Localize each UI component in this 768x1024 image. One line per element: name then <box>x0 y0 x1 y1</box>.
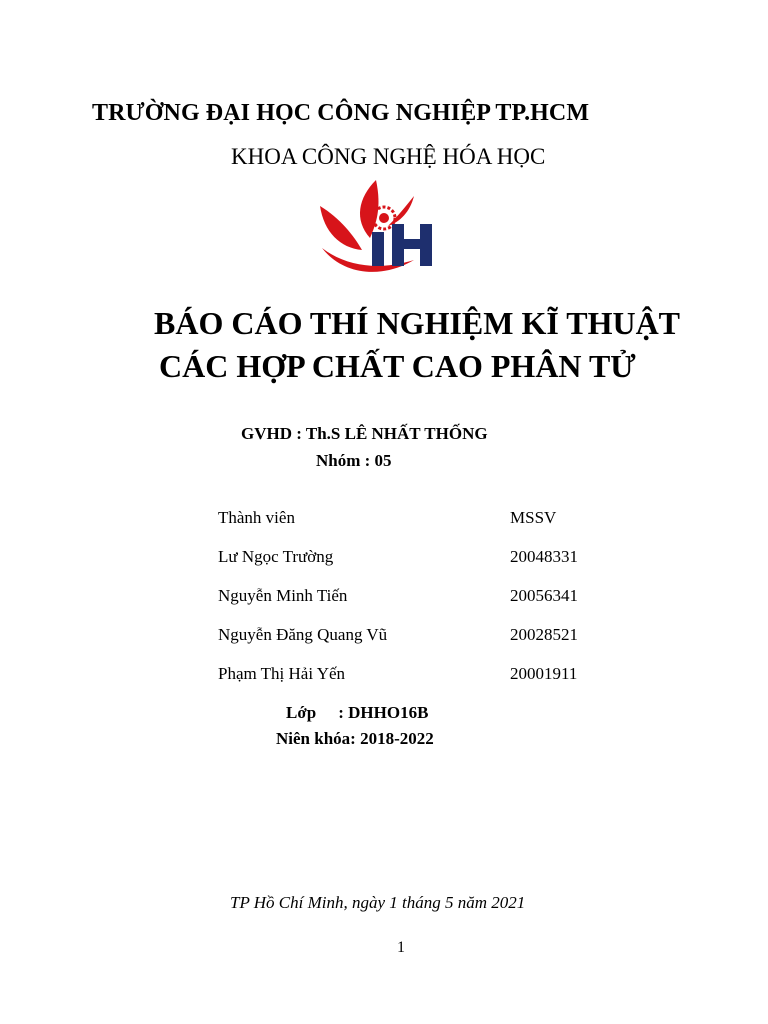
member-name: Phạm Thị Hải Yến <box>218 664 346 683</box>
member-mssv: 20001911 <box>510 664 578 683</box>
group-line: Nhóm : 05 <box>316 451 392 470</box>
members-header-mssv: MSSV <box>510 508 557 527</box>
page-number: 1 <box>397 939 405 956</box>
academic-year-line: Niên khóa: 2018-2022 <box>276 729 434 748</box>
member-mssv: 20048331 <box>510 547 578 566</box>
report-title-line-2: CÁC HỢP CHẤT CAO PHÂN TỬ <box>159 348 636 384</box>
member-name: Nguyễn Đăng Quang Vũ <box>218 625 388 644</box>
member-name: Lư Ngọc Trường <box>218 547 334 566</box>
member-row <box>218 586 598 610</box>
class-value: : DHHO16B <box>338 703 429 722</box>
university-name: TRƯỜNG ĐẠI HỌC CÔNG NGHIỆP TP.HCM <box>92 100 590 126</box>
member-name: Nguyễn Minh Tiến <box>218 586 348 605</box>
member-row <box>218 664 598 688</box>
report-title-line-1: BÁO CÁO THÍ NGHIỆM KĨ THUẬT <box>154 305 681 341</box>
instructor-line: GVHD : Th.S LÊ NHẤT THỐNG <box>241 424 488 443</box>
class-line <box>286 703 428 723</box>
member-row <box>218 625 598 649</box>
member-row <box>218 547 598 571</box>
member-mssv: 20028521 <box>510 625 578 644</box>
member-mssv: 20056341 <box>510 586 578 605</box>
university-logo <box>318 176 450 284</box>
date-line: TP Hồ Chí Minh, ngày 1 tháng 5 năm 2021 <box>230 893 526 912</box>
members-header-name: Thành viên <box>218 508 295 527</box>
members-header-row <box>218 508 598 532</box>
faculty-name: KHOA CÔNG NGHỆ HÓA HỌC <box>231 144 546 169</box>
class-label: Lớp <box>286 703 317 722</box>
